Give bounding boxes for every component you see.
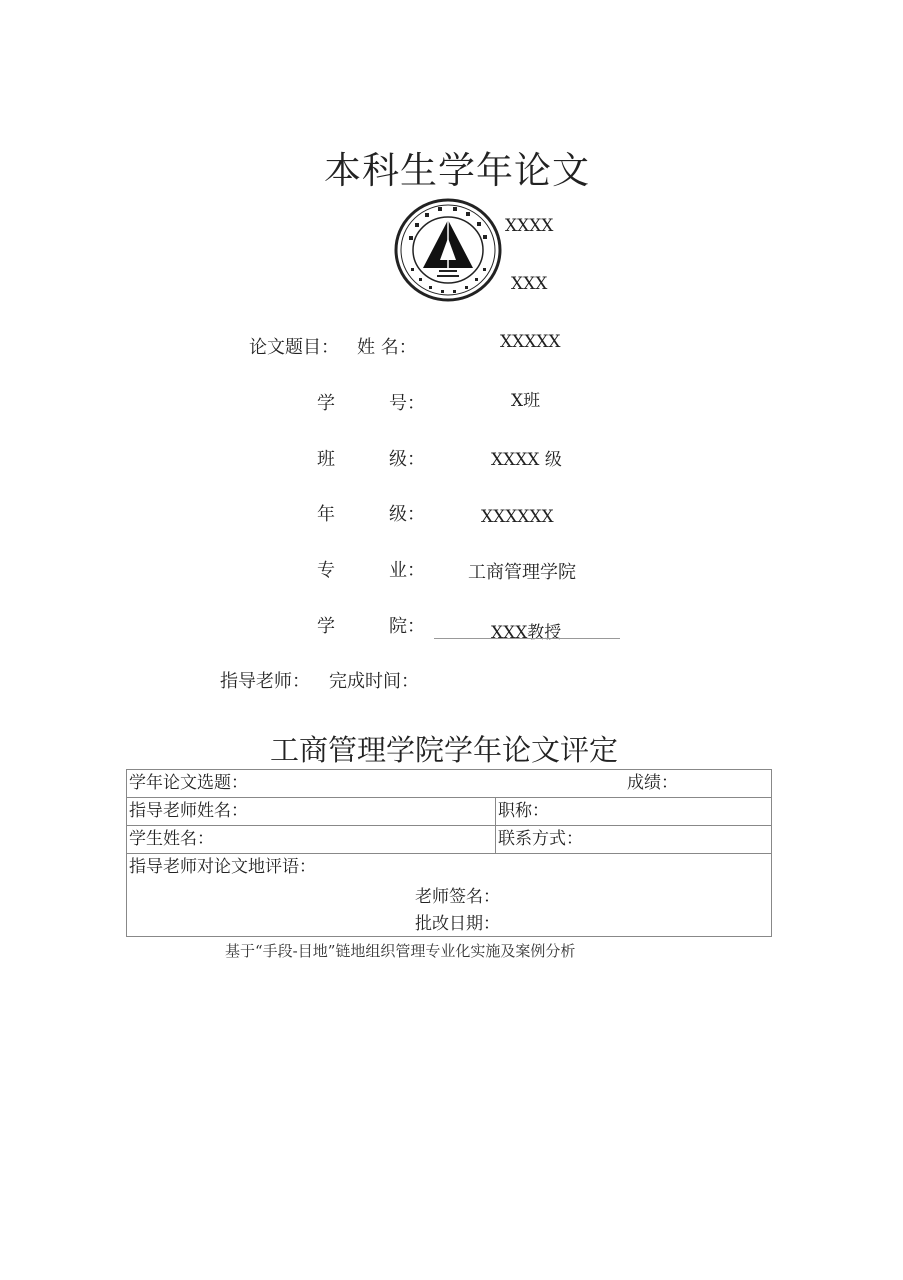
label-class-a: 班 [317, 449, 335, 470]
underline-divider [434, 638, 620, 639]
table-cell-comments [127, 854, 772, 937]
table-cell-student-name [127, 826, 496, 854]
table-cell-title [496, 798, 772, 826]
label-student-id-b: 号： [389, 393, 425, 414]
label-student-id-a: 学 [317, 393, 335, 414]
table-row [127, 798, 772, 826]
table-row [127, 826, 772, 854]
value-school: XXX教授 [491, 623, 562, 643]
cell-label-title: 职称： [498, 801, 549, 821]
cell-label-review-date: 批改日期： [415, 914, 500, 934]
value-class: XXXX 级 [491, 450, 562, 470]
cell-label-score: 成绩： [627, 773, 678, 793]
label-school-b: 院： [389, 616, 425, 637]
table-cell-topic [127, 770, 772, 798]
document-title: 本科生学年论文 [324, 149, 590, 192]
cell-label-comments: 指导老师对论文地评语： [129, 857, 316, 877]
document-caption: 基于“手段-目地”链地组织管理专业化实施及案例分析 [225, 942, 576, 960]
label-class-b: 级： [389, 449, 425, 470]
value-grade: XXXXXX [481, 507, 554, 527]
label-finish-time: 完成时间： [329, 671, 419, 692]
table-cell-contact [496, 826, 772, 854]
label-advisor: 指导老师： [220, 671, 310, 692]
seal-line-1: XXXX [505, 216, 554, 236]
label-major-b: 业： [389, 560, 425, 581]
label-thesis-topic: 论文题目： [249, 337, 339, 358]
cell-label-contact: 联系方式： [498, 829, 583, 849]
label-major-a: 专 [317, 560, 335, 581]
label-school-a: 学 [317, 616, 335, 637]
label-name: 姓 名： [357, 337, 417, 358]
table-cell-advisor-name [127, 798, 496, 826]
value-name: XXXXX [500, 332, 561, 352]
university-seal-icon [393, 198, 503, 302]
cell-label-advisor-name: 指导老师姓名： [129, 801, 248, 821]
cell-label-signature: 老师签名： [415, 887, 500, 907]
label-grade-b: 级： [389, 504, 425, 525]
evaluation-table [126, 769, 772, 937]
table-row [127, 854, 772, 937]
cell-label-topic: 学年论文选题： [129, 773, 248, 793]
table-row [127, 770, 772, 798]
label-grade-a: 年 [317, 504, 335, 525]
evaluation-title: 工商管理学院学年论文评定 [270, 733, 619, 767]
cell-label-student-name: 学生姓名： [129, 829, 214, 849]
value-student-id: X班 [511, 391, 541, 411]
seal-line-2: XXX [511, 274, 548, 294]
value-major: 工商管理学院 [468, 562, 576, 583]
